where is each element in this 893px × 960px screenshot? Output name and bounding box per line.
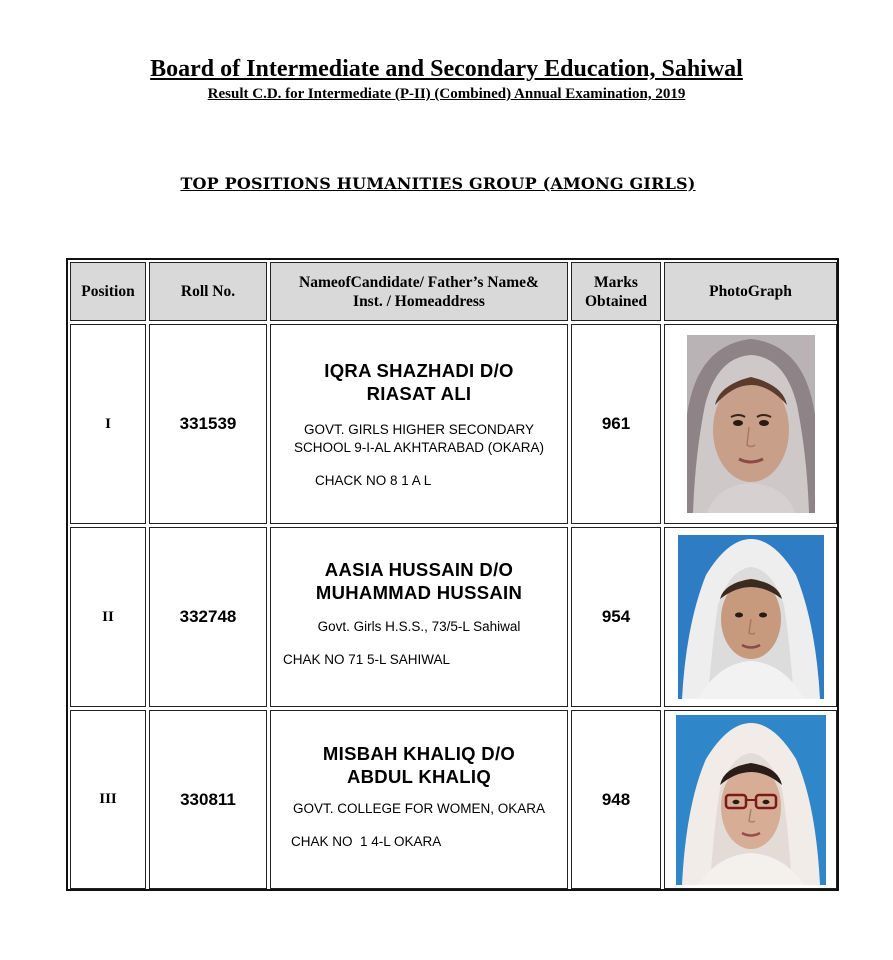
col-header-roll-no [149,262,267,321]
row1-position-value: I [105,415,111,432]
col-header-marks-line2: Obtained [584,292,647,310]
row3-candidate-photo [676,715,826,885]
row2-institute-line1: Govt. Girls H.S.S., 73/5-L Sahiwal [317,618,521,634]
row2-candidate-info [270,527,568,707]
row2-candidate-photo [678,535,824,699]
row1-marks [571,324,661,524]
col-header-marks [571,262,661,321]
row2-position [70,527,146,707]
row1-roll-no-value: 331539 [179,414,237,433]
row3-roll-no [149,710,267,889]
result-subtitle: Result C.D. for Intermediate (P-II) (Combined) Annual Examination, 2019 [207,86,686,102]
row3-photo-cell [664,710,837,889]
col-header-photo [664,262,837,321]
row1-institute-line1: GOVT. GIRLS HIGHER SECONDARY [303,421,535,437]
col-header-marks-line1: Marks [594,273,638,291]
row1-institute-line2: SCHOOL 9-I-AL AKHTARABAD (OKARA) [293,439,545,455]
col-header-candidate-line1: NameofCandidate/ Father’s Name& [299,273,539,291]
row1-home-address: CHACK NO 8 1 A L [315,472,432,488]
row3-marks [571,710,661,889]
row1-marks-value: 961 [601,414,631,433]
col-header-position [70,262,146,321]
col-header-candidate-line2: Inst. / Homeaddress [353,292,485,310]
row2-candidate-name-line1: AASIA HUSSAIN D/O [324,558,514,580]
row3-marks-value: 948 [601,789,631,809]
row2-photo-cell [664,527,837,707]
row3-home-address: CHAK NO 1 4-L OKARA [291,834,442,849]
row3-roll-no-value: 330811 [180,789,236,809]
row1-candidate-photo [687,335,815,513]
row1-photo-cell [664,324,837,524]
row2-candidate-name-line2: MUHAMMAD HUSSAIN [315,581,523,603]
col-header-position-label: Position [81,283,135,300]
row2-roll-no-value: 332748 [179,607,237,626]
col-header-roll-no-label: Roll No. [180,283,236,300]
row2-marks [571,527,661,707]
col-header-photo-label: PhotoGraph [709,283,792,300]
board-title: Board of Intermediate and Secondary Education, Sahiwal [150,56,743,82]
row3-candidate-name-line1: MISBAH KHALIQ D/O [322,743,516,764]
row2-roll-no [149,527,267,707]
row1-candidate-name-line2: RIASAT ALI [366,382,472,404]
section-heading: TOP POSITIONS HUMANITIES GROUP (AMONG GIRLS) [180,174,696,193]
row2-home-address: CHAK NO 71 5-L SAHIWAL [283,651,451,667]
results-table [66,258,839,891]
row1-candidate-name-line1: IQRA SHAZHADI D/O [324,359,514,381]
row3-position [70,710,146,889]
row3-institute-line1: GOVT. COLLEGE FOR WOMEN, OKARA [292,801,546,816]
row2-marks-value: 954 [601,607,631,626]
row1-position [70,324,146,524]
row3-candidate-info [270,710,568,889]
row2-position-value: II [102,608,114,625]
col-header-candidate [270,262,568,321]
row3-position-value: III [99,791,117,807]
row1-candidate-info [270,324,568,524]
row1-roll-no [149,324,267,524]
row3-candidate-name-line2: ABDUL KHALIQ [346,766,492,787]
